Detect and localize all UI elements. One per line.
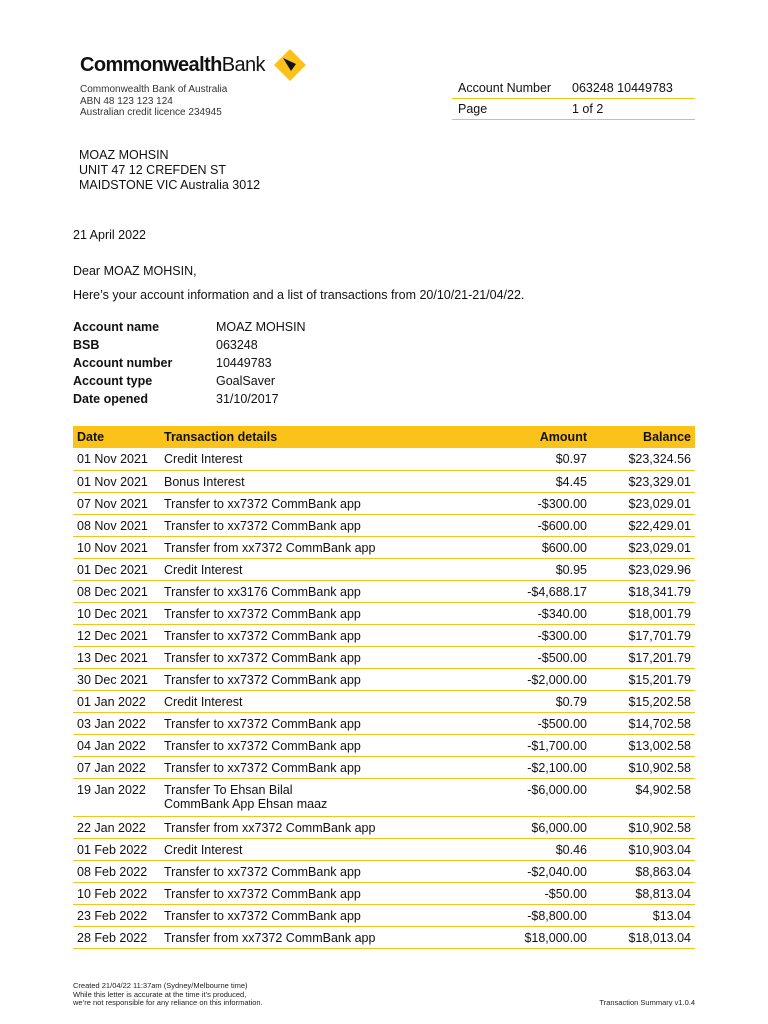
detail-label: Date opened	[73, 392, 149, 406]
row-details	[160, 624, 479, 646]
row-amount: -$2,000.00	[479, 668, 591, 690]
row-details-line: Transfer from xx7372 CommBank app	[164, 820, 376, 835]
bank-legal-name: Commonwealth Bank of Australia	[80, 84, 228, 95]
row-details	[160, 558, 479, 580]
wordmark-light: Bank	[221, 53, 265, 76]
address-line: MAIDSTONE VIC Australia 3012	[79, 178, 261, 192]
row-balance: $14,702.58	[591, 712, 695, 734]
row-amount: $18,000.00	[479, 926, 591, 948]
row-date: 10 Nov 2021	[73, 536, 160, 558]
row-balance: $8,813.04	[591, 882, 695, 904]
table-row	[73, 624, 695, 646]
table-row	[73, 904, 695, 926]
row-amount: -$500.00	[479, 712, 591, 734]
row-amount: -$2,100.00	[479, 756, 591, 778]
row-balance: $10,902.58	[591, 816, 695, 838]
row-details	[160, 514, 479, 536]
header-amount: Amount	[479, 426, 591, 448]
row-balance: $10,903.04	[591, 838, 695, 860]
detail-value: 31/10/2017	[216, 392, 279, 406]
row-amount: -$300.00	[479, 624, 591, 646]
row-details-line: Transfer to xx7372 CommBank app	[164, 518, 361, 533]
row-details-line: Transfer to xx7372 CommBank app	[164, 672, 361, 687]
table-row	[73, 690, 695, 712]
row-details-line: Transfer from xx7372 CommBank app	[164, 540, 376, 555]
account-summary-box	[452, 78, 695, 120]
row-balance: $15,202.58	[591, 690, 695, 712]
table-row	[73, 536, 695, 558]
row-date: 07 Nov 2021	[73, 492, 160, 514]
row-details-line: Transfer to xx7372 CommBank app	[164, 606, 361, 621]
detail-value: 10449783	[216, 356, 272, 370]
row-details	[160, 470, 479, 492]
address-line: UNIT 47 12 CREFDEN ST	[79, 163, 227, 177]
row-amount: -$8,800.00	[479, 904, 591, 926]
letter-date: 21 April 2022	[73, 228, 146, 242]
row-balance: $10,902.58	[591, 756, 695, 778]
row-date: 07 Jan 2022	[73, 756, 160, 778]
row-balance: $8,863.04	[591, 860, 695, 882]
table-row	[73, 646, 695, 668]
table-row	[73, 838, 695, 860]
row-details-line: Transfer to xx7372 CommBank app	[164, 650, 361, 665]
bank-abn: ABN 48 123 123 124	[80, 95, 173, 107]
detail-row	[73, 354, 306, 372]
footer-line: we’re not responsible for any reliance on this information.	[73, 998, 263, 1007]
table-row	[73, 602, 695, 624]
row-date: 30 Dec 2021	[73, 668, 160, 690]
row-date: 01 Jan 2022	[73, 690, 160, 712]
row-balance: $17,701.79	[591, 624, 695, 646]
page-label: Page	[458, 102, 488, 116]
row-details	[160, 448, 479, 470]
row-details-line: Transfer from xx7372 CommBank app	[164, 930, 376, 945]
account-number-row	[452, 78, 695, 99]
detail-value: 063248	[216, 338, 258, 352]
table-row	[73, 492, 695, 514]
account-number-value: 063248 10449783	[572, 81, 673, 95]
row-details	[160, 926, 479, 948]
page-row	[452, 99, 695, 120]
footer-line: While this letter is accurate at the time it’s produced,	[73, 989, 247, 999]
row-balance: $23,029.96	[591, 558, 695, 580]
row-date: 03 Jan 2022	[73, 712, 160, 734]
row-details-line: Transfer to xx7372 CommBank app	[164, 886, 361, 901]
row-details	[160, 904, 479, 926]
row-details	[160, 668, 479, 690]
diamond-logo-icon	[273, 48, 307, 82]
row-amount: $6,000.00	[479, 816, 591, 838]
row-amount: -$50.00	[479, 882, 591, 904]
table-row	[73, 756, 695, 778]
row-details	[160, 778, 479, 816]
row-details-line: Credit Interest	[164, 452, 243, 466]
table-row	[73, 470, 695, 492]
row-details	[160, 536, 479, 558]
row-details-line: Transfer to xx3176 CommBank app	[164, 584, 361, 599]
row-details	[160, 602, 479, 624]
detail-row	[73, 336, 306, 354]
footer-note	[73, 982, 263, 1008]
row-date: 01 Feb 2022	[73, 838, 160, 860]
row-date: 12 Dec 2021	[73, 624, 160, 646]
row-date: 08 Nov 2021	[73, 514, 160, 536]
table-row	[73, 816, 695, 838]
row-balance: $23,324.56	[591, 448, 695, 470]
row-details-line: Transfer to xx7372 CommBank app	[164, 864, 361, 879]
row-amount: $600.00	[479, 536, 591, 558]
table-row	[73, 734, 695, 756]
row-details	[160, 756, 479, 778]
detail-label: Account name	[73, 320, 160, 334]
row-balance: $13,002.58	[591, 734, 695, 756]
row-balance: $18,001.79	[591, 602, 695, 624]
row-date: 01 Nov 2021	[73, 470, 160, 492]
table-row	[73, 668, 695, 690]
row-balance: $15,201.79	[591, 668, 695, 690]
account-number-label: Account Number	[458, 81, 552, 95]
mailing-address	[79, 148, 260, 193]
row-details	[160, 646, 479, 668]
row-details	[160, 580, 479, 602]
detail-label: Account type	[73, 374, 153, 388]
row-details-line: Credit Interest	[164, 694, 243, 709]
row-amount: -$1,700.00	[479, 734, 591, 756]
row-details-line: Transfer to xx7372 CommBank app	[164, 760, 361, 775]
table-header-row	[73, 426, 695, 448]
table-row	[73, 860, 695, 882]
row-details-line: Transfer to xx7372 CommBank app	[164, 716, 361, 731]
bank-logo	[80, 48, 307, 82]
detail-row	[73, 318, 306, 336]
transactions-body	[73, 448, 695, 948]
bank-credit-licence: Australian credit licence 234945	[80, 107, 222, 118]
row-balance: $23,029.01	[591, 492, 695, 514]
row-date: 08 Dec 2021	[73, 580, 160, 602]
row-amount: $0.95	[479, 558, 591, 580]
row-details	[160, 712, 479, 734]
row-details	[160, 734, 479, 756]
row-balance: $4,902.58	[591, 778, 695, 816]
page-value: 1 of 2	[572, 102, 604, 116]
row-date: 01 Nov 2021	[73, 448, 160, 470]
row-amount: $0.79	[479, 690, 591, 712]
row-details-line: Transfer to xx7372 CommBank app	[164, 628, 361, 643]
detail-label: BSB	[73, 338, 100, 352]
table-row	[73, 712, 695, 734]
header-details: Transaction details	[160, 426, 479, 448]
row-date: 22 Jan 2022	[73, 816, 160, 838]
row-amount: -$6,000.00	[479, 778, 591, 816]
row-details	[160, 838, 479, 860]
row-details-line: Credit Interest	[164, 842, 243, 857]
table-row	[73, 778, 695, 816]
bank-legal-lines	[80, 84, 307, 119]
row-date: 13 Dec 2021	[73, 646, 160, 668]
row-balance: $23,329.01	[591, 470, 695, 492]
row-details-line: CommBank App Ehsan maaz	[164, 796, 328, 811]
intro-text: Here’s your account information and a list of transactions from 20/10/21-21/04/22.	[73, 288, 525, 302]
row-details-line: Transfer to xx7372 CommBank app	[164, 908, 361, 923]
row-amount: $0.97	[479, 448, 591, 470]
transactions-table	[73, 426, 695, 949]
address-line: MOAZ MOHSIN	[79, 148, 169, 162]
row-details	[160, 816, 479, 838]
row-amount: $4.45	[479, 470, 591, 492]
row-balance: $13.04	[591, 904, 695, 926]
row-date: 10 Feb 2022	[73, 882, 160, 904]
row-amount: -$600.00	[479, 514, 591, 536]
greeting: Dear MOAZ MOHSIN,	[73, 264, 197, 278]
bank-logo-block	[80, 48, 307, 119]
row-date: 04 Jan 2022	[73, 734, 160, 756]
row-details-line: Transfer to xx7372 CommBank app	[164, 738, 361, 753]
footer-line: Created 21/04/22 11:37am (Sydney/Melbourne time)	[73, 981, 248, 990]
row-details	[160, 690, 479, 712]
row-details-line: Credit Interest	[164, 562, 243, 577]
detail-row	[73, 390, 306, 408]
row-date: 10 Dec 2021	[73, 602, 160, 624]
row-date: 19 Jan 2022	[73, 778, 160, 816]
row-details-line: Transfer To Ehsan Bilal	[164, 782, 293, 797]
row-date: 23 Feb 2022	[73, 904, 160, 926]
detail-label: Account number	[73, 356, 173, 370]
row-date: 01 Dec 2021	[73, 558, 160, 580]
bank-wordmark	[80, 54, 265, 77]
table-row	[73, 580, 695, 602]
header-balance: Balance	[591, 426, 695, 448]
row-amount: -$340.00	[479, 602, 591, 624]
account-details	[73, 318, 306, 408]
row-amount: -$500.00	[479, 646, 591, 668]
row-date: 28 Feb 2022	[73, 926, 160, 948]
row-date: 08 Feb 2022	[73, 860, 160, 882]
row-balance: $23,029.01	[591, 536, 695, 558]
table-row	[73, 448, 695, 470]
row-details-line: Transfer to xx7372 CommBank app	[164, 496, 361, 511]
row-details	[160, 860, 479, 882]
detail-value: GoalSaver	[216, 374, 276, 388]
row-amount: -$4,688.17	[479, 580, 591, 602]
footer-version: Transaction Summary v1.0.4	[599, 998, 695, 1007]
row-balance: $17,201.79	[591, 646, 695, 668]
row-amount: $0.46	[479, 838, 591, 860]
wordmark-bold: Commonwealth	[80, 53, 222, 76]
detail-value: MOAZ MOHSIN	[216, 320, 306, 334]
row-details	[160, 492, 479, 514]
row-balance: $18,013.04	[591, 926, 695, 948]
table-row	[73, 882, 695, 904]
row-details-line: Bonus Interest	[164, 474, 245, 489]
table-row	[73, 926, 695, 948]
row-balance: $22,429.01	[591, 514, 695, 536]
row-details	[160, 882, 479, 904]
header-date: Date	[73, 426, 160, 448]
table-row	[73, 558, 695, 580]
table-row	[73, 514, 695, 536]
row-balance: $18,341.79	[591, 580, 695, 602]
row-amount: -$300.00	[479, 492, 591, 514]
row-amount: -$2,040.00	[479, 860, 591, 882]
detail-row	[73, 372, 306, 390]
